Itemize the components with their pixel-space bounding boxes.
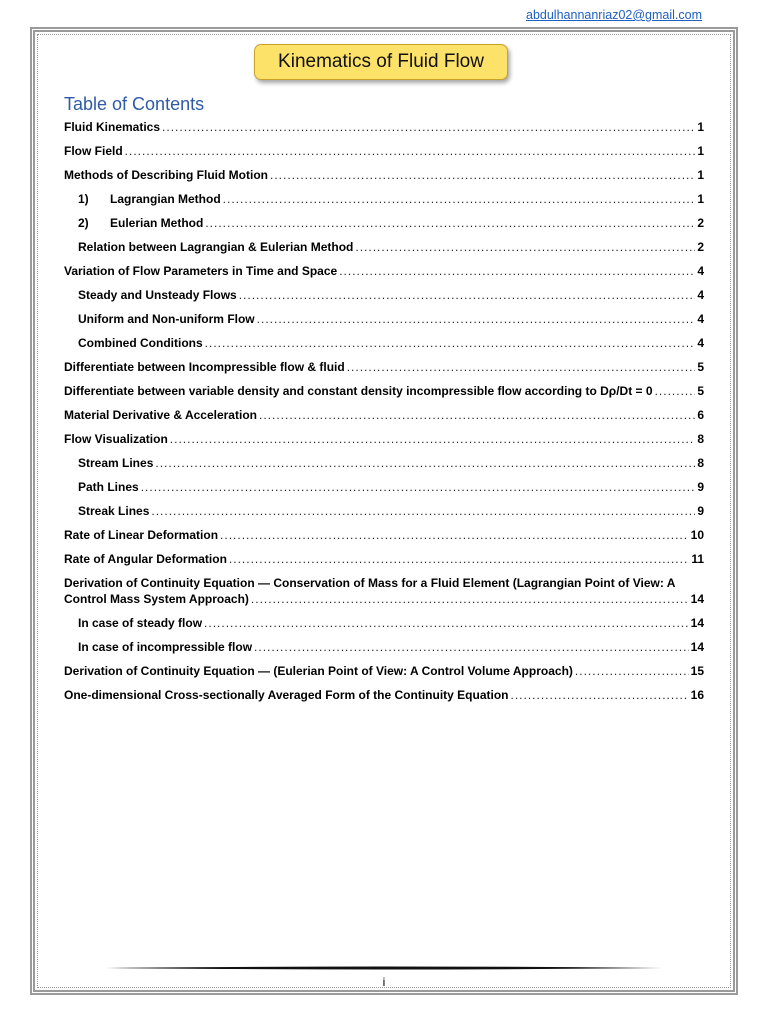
dot-leader (270, 167, 695, 183)
toc-subentry[interactable] (64, 639, 704, 655)
dot-leader (220, 527, 689, 543)
dot-leader (204, 615, 689, 631)
toc-entry-text: Streak Lines (78, 504, 150, 518)
toc-entry-continuation (64, 591, 704, 607)
toc-subentry[interactable] (64, 479, 704, 495)
dot-leader (141, 479, 696, 495)
toc-entry-text: Steady and Unsteady Flows (78, 288, 237, 302)
dot-leader (355, 239, 695, 255)
toc-entry-text: Uniform and Non-uniform Flow (78, 312, 255, 326)
toc-subentry[interactable] (64, 615, 704, 631)
dot-leader (155, 455, 695, 471)
toc-entry-text: In case of incompressible flow (78, 640, 253, 654)
toc-entry[interactable] (64, 663, 704, 679)
dot-leader (251, 591, 689, 607)
dot-leader (223, 191, 696, 207)
toc-entry-text: Flow Visualization (64, 432, 168, 446)
toc-page-number: 2 (697, 240, 704, 254)
toc-page-number: 14 (690, 640, 704, 654)
dot-leader (339, 263, 695, 279)
toc-page-number: 4 (697, 288, 704, 302)
toc-page-number: 16 (690, 688, 704, 702)
toc-entry-text: Rate of Angular Deformation (64, 552, 227, 566)
toc-heading: Table of Contents (64, 94, 205, 114)
toc-entry[interactable] (64, 431, 704, 447)
toc-subentry[interactable] (64, 455, 704, 471)
toc-entry[interactable] (64, 407, 704, 423)
dot-leader (575, 663, 689, 679)
table-of-contents (64, 119, 704, 703)
dot-leader (347, 359, 696, 375)
toc-entry-text: Flow Field (64, 144, 123, 158)
dot-leader (205, 215, 695, 231)
dot-leader (259, 407, 695, 423)
toc-entry[interactable] (64, 263, 704, 279)
toc-entry-text: Methods of Describing Fluid Motion (64, 168, 268, 182)
toc-entry[interactable] (64, 551, 704, 567)
toc-entry[interactable] (64, 383, 704, 399)
toc-entry-text: Path Lines (78, 480, 139, 494)
toc-entry[interactable] (64, 119, 704, 135)
dot-leader (229, 551, 689, 567)
toc-entry[interactable] (64, 143, 704, 159)
document-title: Kinematics of Fluid Flow (254, 44, 508, 80)
toc-page-number: 4 (697, 264, 704, 278)
dot-leader (511, 687, 689, 703)
toc-entry-text: One-dimensional Cross-sectionally Averaged Form of the Continuity Equation (64, 688, 509, 702)
dot-leader (254, 639, 689, 655)
dot-leader (655, 383, 696, 399)
toc-entry-text: Fluid Kinematics (64, 120, 161, 134)
toc-entry-text: Combined Conditions (78, 336, 203, 350)
toc-page-number: 1 (697, 120, 704, 134)
toc-entry[interactable] (64, 527, 704, 543)
toc-entry-text: Derivation of Continuity Equation — (Eulerian Point of View: A Control Volume Approach) (64, 664, 573, 678)
toc-entry-text: Relation between Lagrangian & Eulerian Method (78, 240, 354, 254)
toc-item-number: 1) (78, 192, 89, 206)
toc-subentry[interactable] (64, 215, 704, 231)
toc-page-number: 11 (691, 552, 704, 566)
toc-page-number: 14 (690, 592, 704, 606)
toc-entry-text: Differentiate between Incompressible flow & fluid (64, 360, 345, 374)
toc-subentry[interactable] (64, 335, 704, 351)
toc-page-number: 2 (697, 216, 704, 230)
toc-entry-text: Stream Lines (78, 456, 154, 470)
toc-subentry[interactable] (64, 503, 704, 519)
footer-divider (106, 966, 662, 970)
toc-page-number: 9 (697, 504, 704, 518)
toc-page-number: 8 (697, 456, 704, 470)
toc-entry-label: Eulerian Method (110, 216, 204, 230)
toc-page-number: 5 (697, 360, 704, 374)
toc-entry-text-line2: Control Mass System Approach) (64, 592, 249, 606)
toc-page-number: 8 (697, 432, 704, 446)
toc-page-number: 1 (697, 168, 704, 182)
toc-page-number: 1 (697, 192, 704, 206)
toc-subentry[interactable] (64, 311, 704, 327)
toc-subentry[interactable] (64, 191, 704, 207)
dot-leader (257, 311, 696, 327)
toc-entry-text: Variation of Flow Parameters in Time and Space (64, 264, 338, 278)
toc-subentry[interactable] (64, 239, 704, 255)
toc-page-number: 9 (697, 480, 704, 494)
toc-page-number: 5 (697, 384, 704, 398)
dot-leader (162, 119, 695, 135)
footer-page-number: i (382, 975, 386, 989)
dot-leader (239, 287, 696, 303)
toc-page-number: 4 (697, 336, 704, 350)
toc-item-number: 2) (78, 216, 89, 230)
toc-page-number: 4 (697, 312, 704, 326)
toc-entry-text: Differentiate between variable density and constant density incompressible flow according to Dρ/Dt = 0 (64, 384, 653, 398)
toc-page-number: 1 (697, 144, 704, 158)
toc-page-number: 10 (690, 528, 704, 542)
dot-leader (205, 335, 696, 351)
toc-entry-text: Material Derivative & Acceleration (64, 408, 257, 422)
dot-leader (125, 143, 696, 159)
toc-entry-text (78, 215, 203, 231)
toc-page-number: 6 (697, 408, 704, 422)
toc-entry-text: Derivation of Continuity Equation — Conservation of Mass for a Fluid Element (Lagrangian Point of View: A (64, 576, 676, 590)
toc-page-number: 15 (690, 664, 704, 678)
toc-entry-text: Rate of Linear Deformation (64, 528, 219, 542)
toc-entry-label: Lagrangian Method (110, 192, 221, 206)
toc-page-number: 14 (690, 616, 704, 630)
toc-entry[interactable] (64, 167, 704, 183)
author-email-link[interactable]: abdulhannanriaz02@gmail.com (526, 8, 702, 22)
toc-entry[interactable] (64, 359, 704, 375)
toc-entry[interactable] (64, 687, 704, 703)
dot-leader (151, 503, 695, 519)
dot-leader (170, 431, 696, 447)
toc-entry[interactable] (64, 575, 704, 607)
toc-entry-text (78, 191, 221, 207)
toc-subentry[interactable] (64, 287, 704, 303)
toc-entry-text: In case of steady flow (78, 616, 203, 630)
